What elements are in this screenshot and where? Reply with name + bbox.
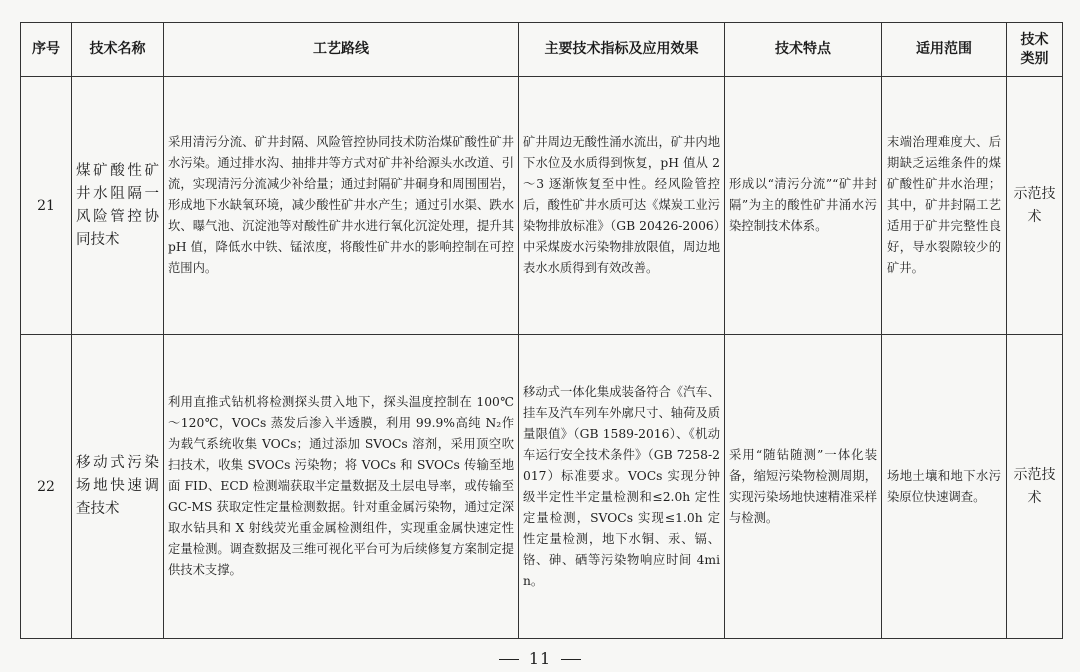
header-name: 技术名称 xyxy=(72,23,164,77)
row-indicators: 矿井周边无酸性涌水流出，矿井内地下水位及水质得到恢复，pH 值从 2～3 逐渐恢复至中性。经风险管控后，酸性矿井水质可达《煤炭工业污染物排放标准》（GB 20426-2006）中采煤废水污染物排放限值，周边地表水水质得到有效改善。 xyxy=(519,77,725,335)
table-header-row xyxy=(21,23,1063,77)
header-scope: 适用范围 xyxy=(882,23,1007,77)
row-scope: 场地土壤和地下水污染原位快速调查。 xyxy=(882,335,1007,639)
row-features: 采用“随钻随测”一体化装备，缩短污染物检测周期，实现污染场地快速精准采样与检测。 xyxy=(725,335,882,639)
header-route: 工艺路线 xyxy=(164,23,519,77)
header-features: 技术特点 xyxy=(725,23,882,77)
footer-dash-left xyxy=(499,659,519,660)
row-category: 示范技术 xyxy=(1007,335,1063,639)
header-category: 技术类别 xyxy=(1007,23,1063,77)
page-footer xyxy=(0,649,1080,668)
row-indicators: 移动式一体化集成装备符合《汽车、挂车及汽车列车外廓尺寸、轴荷及质量限值》（GB 1589-2016）、《机动车运行安全技术条件》（GB 7258-2017）标准要求。VOCs 实现分钟级半定性半定量检测和≤2.0h 定性定量检测，SVOCs 实现≤1.0h 定性定量检测，地下水铜、汞、镉、铬、砷、硒等污染物响应时间 4min。 xyxy=(519,335,725,639)
table-row xyxy=(21,335,1063,639)
row-no: 21 xyxy=(21,77,72,335)
row-tech-name: 移动式污染场地快速调查技术 xyxy=(72,335,164,639)
row-category: 示范技术 xyxy=(1007,77,1063,335)
page-number: 11 xyxy=(528,649,552,668)
header-no: 序号 xyxy=(21,23,72,77)
row-route: 采用清污分流、矿井封隔、风险管控协同技术防治煤矿酸性矿井水污染。通过排水沟、抽排井等方式对矿井补给源头水改道、引流，实现清污分流减少补给量；通过封隔矿井硐身和周围围岩，形成地下水缺氧环境，减少酸性矿井水产生；通过引水渠、跌水坎、曝气池、沉淀池等对酸性矿井水进行氧化沉淀处理，提升其 pH 值，降低水中铁、锰浓度，将酸性矿井水的影响控制在可控范围内。 xyxy=(164,77,519,335)
row-scope: 末端治理难度大、后期缺乏运维条件的煤矿酸性矿井水治理；其中，矿井封隔工艺适用于矿井完整性良好，导水裂隙较少的矿井。 xyxy=(882,77,1007,335)
technology-table xyxy=(20,22,1063,639)
row-no: 22 xyxy=(21,335,72,639)
row-route: 利用直推式钻机将检测探头贯入地下，探头温度控制在 100℃～120℃，VOCs 蒸发后渗入半透膜，利用 99.9%高纯 N₂作为载气系统收集 VOCs；通过添加 SVOCs 溶剂，采用顶空吹扫技术，收集 SVOCs 污染物；将 VOCs 和 SVOCs 传输至地面 FID、ECD 检测端获取半定量数据及土层电导率，或传输至 GC-MS 获取定性定量检测数据。针对重金属污染物，通过定深取水钻具和 X 射线荧光重金属检测组件，实现重金属快速定性定量检测。调查数据及三维可视化平台可为后续修复方案制定提供技术支撑。 xyxy=(164,335,519,639)
footer-dash-right xyxy=(561,659,581,660)
row-tech-name: 煤矿酸性矿井水阻隔一风险管控协同技术 xyxy=(72,77,164,335)
header-indicators: 主要技术指标及应用效果 xyxy=(519,23,725,77)
row-features: 形成以“清污分流”“矿井封隔”为主的酸性矿井涌水污染控制技术体系。 xyxy=(725,77,882,335)
table-row xyxy=(21,77,1063,335)
